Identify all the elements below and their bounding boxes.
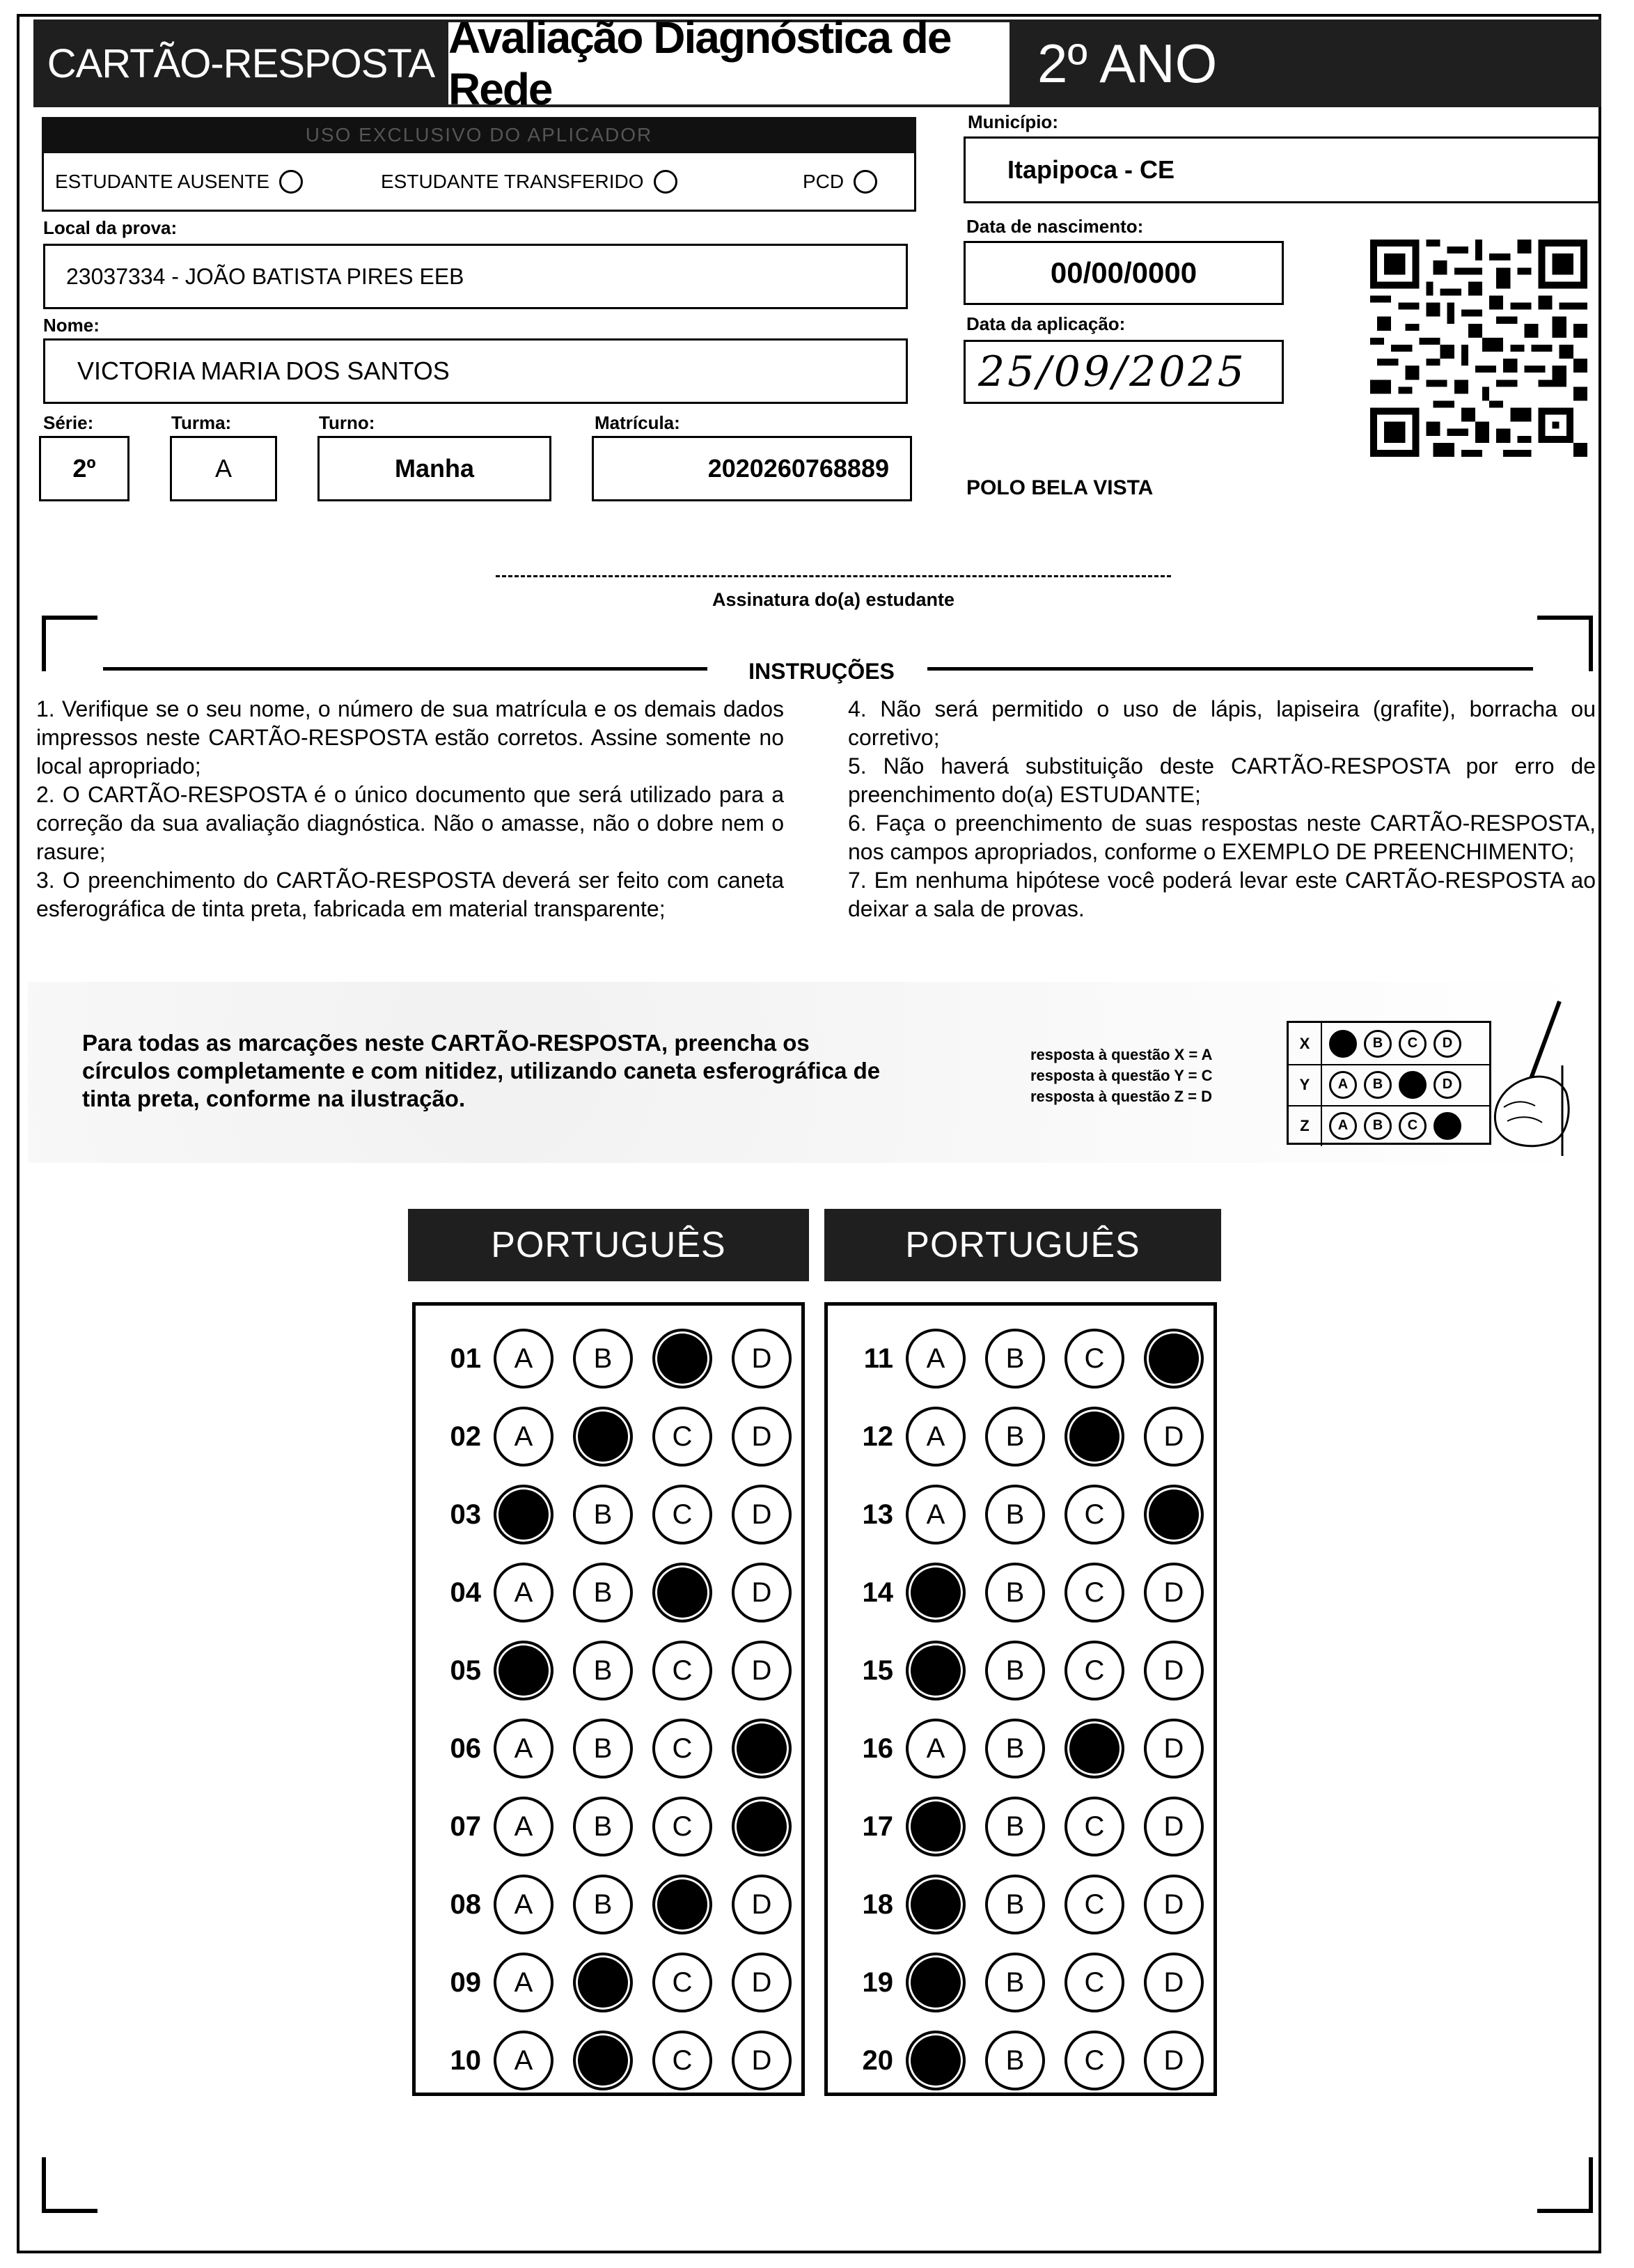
- answer-bubble-b[interactable]: B: [573, 1485, 633, 1544]
- answer-bubble-b[interactable]: B: [985, 2031, 1045, 2090]
- instruction-2: 2. O CARTÃO-RESPOSTA é o único documento que será utilizado para a correção da sua avaliação diagnóstica. Não o amasse, não o dobre nem o rasure;: [36, 782, 784, 864]
- question-number: 13: [862, 1499, 893, 1530]
- corner-mark-bottom-left: [42, 2157, 97, 2213]
- example-bubble: D: [1433, 1030, 1461, 1058]
- answer-bubble-b[interactable]: B: [985, 1329, 1045, 1389]
- question-number: 07: [450, 1811, 481, 1842]
- example-bubble: C: [1399, 1112, 1427, 1140]
- answer-bubble-c[interactable]: C: [652, 1953, 712, 2012]
- example-bubble: C: [1399, 1030, 1427, 1058]
- question-number: 08: [450, 1888, 481, 1920]
- turma-field: A: [170, 436, 277, 501]
- instructions-title: INSTRUÇÕES: [748, 659, 895, 684]
- signature-label: Assinatura do(a) estudante: [712, 589, 955, 610]
- pcd-label: PCD: [803, 170, 845, 192]
- example-bubble: B: [1364, 1071, 1392, 1099]
- nascimento-field: 00/00/0000: [964, 241, 1284, 305]
- question-row: [828, 1320, 1204, 1398]
- answer-bubble-a[interactable]: A: [494, 1563, 553, 1622]
- answer-bubble-c[interactable]: C: [1065, 1797, 1124, 1856]
- matricula-field: 2020260768889: [592, 436, 912, 501]
- answer-bubble-c[interactable]: C: [652, 1407, 712, 1467]
- question-number: 14: [862, 1577, 893, 1608]
- instructions-right: [848, 695, 1596, 923]
- answer-box: [824, 1302, 1217, 2096]
- answer-bubble-d[interactable]: D: [1144, 1875, 1204, 1934]
- answer-bubble-d[interactable]: D: [1144, 1407, 1204, 1467]
- example-bubble: D: [1433, 1071, 1461, 1099]
- answer-bubble-c[interactable]: C: [1065, 1875, 1124, 1934]
- turno-label: Turno:: [319, 412, 375, 433]
- answer-bubble-b[interactable]: B: [573, 1329, 633, 1389]
- answer-bubble-d[interactable]: [1144, 1485, 1204, 1544]
- transferred-label: ESTUDANTE TRANSFERIDO: [381, 170, 644, 192]
- question-number: 10: [450, 2044, 481, 2076]
- question-number: 02: [450, 1421, 481, 1452]
- grade-title: 2º ANO: [1010, 19, 1601, 107]
- answer-bubble-b[interactable]: B: [985, 1953, 1045, 2012]
- pcd-option[interactable]: [803, 170, 877, 194]
- absent-label: ESTUDANTE AUSENTE: [55, 170, 270, 192]
- signature-line[interactable]: [496, 575, 1171, 577]
- answer-bubble-a[interactable]: A: [494, 1953, 553, 2012]
- answer-bubble-d[interactable]: D: [732, 1329, 792, 1389]
- instruction-1: 1. Verifique se o seu nome, o número de sua matrícula e os demais dados impressos neste CARTÃO-RESPOSTA estão corretos. Assine somente no local apropriado;: [36, 696, 784, 779]
- answer-bubble-c[interactable]: C: [652, 1797, 712, 1856]
- question-number: 11: [863, 1343, 893, 1374]
- answer-bubble-c[interactable]: C: [652, 1719, 712, 1778]
- answer-bubble-d[interactable]: D: [732, 1563, 792, 1622]
- question-row: [828, 1866, 1204, 1944]
- aplicacao-label: Data da aplicação:: [966, 313, 1126, 334]
- question-number: 05: [450, 1655, 481, 1686]
- example-bubble: B: [1364, 1030, 1392, 1058]
- applicator-bar: USO EXCLUSIVO DO APLICADOR: [42, 117, 916, 153]
- answer-bubble-b[interactable]: B: [573, 1719, 633, 1778]
- example-label-y: resposta à questão Y = C: [1030, 1067, 1213, 1084]
- example-row-key: Y: [1289, 1064, 1322, 1105]
- question-row: [828, 1398, 1204, 1476]
- answer-bubble-d[interactable]: D: [732, 1407, 792, 1467]
- instructions-rule-right: [927, 667, 1533, 671]
- answer-bubble-b[interactable]: B: [985, 1719, 1045, 1778]
- answer-bubble-b[interactable]: B: [985, 1407, 1045, 1467]
- answer-bubble-a[interactable]: [494, 1641, 553, 1700]
- question-row: [416, 1944, 792, 2021]
- answer-bubble-a[interactable]: [906, 1875, 966, 1934]
- absent-option[interactable]: [55, 170, 303, 194]
- answer-bubble-d[interactable]: D: [732, 1875, 792, 1934]
- corner-mark-top-right: [1537, 616, 1593, 671]
- question-row: [416, 1320, 792, 1398]
- question-row: [828, 1476, 1204, 1554]
- answer-bubble-b[interactable]: B: [573, 1641, 633, 1700]
- question-row: [416, 1710, 792, 1788]
- question-row: [828, 1788, 1204, 1866]
- name-field: VICTORIA MARIA DOS SANTOS: [43, 338, 908, 404]
- answer-bubble-c[interactable]: C: [1065, 2031, 1124, 2090]
- transferred-bubble[interactable]: [654, 170, 677, 194]
- aplicacao-field: 25/09/2025: [964, 340, 1284, 404]
- exam-title: Avaliação Diagnóstica de Rede: [448, 19, 1010, 107]
- example-row-key: X: [1289, 1023, 1322, 1064]
- answer-bubble-c[interactable]: C: [1065, 1563, 1124, 1622]
- example-row: [1289, 1064, 1489, 1106]
- question-number: 01: [450, 1343, 481, 1374]
- answer-bubble-b[interactable]: B: [573, 1563, 633, 1622]
- serie-label: Série:: [43, 412, 94, 433]
- instruction-4: 4. Não será permitido o uso de lápis, lapiseira (grafite), borracha ou corretivo;: [848, 696, 1596, 750]
- card-title: CARTÃO-RESPOSTA: [33, 19, 448, 107]
- answer-bubble-b[interactable]: [573, 1407, 633, 1467]
- polo-label: POLO BELA VISTA: [966, 476, 1154, 499]
- question-row: [416, 1866, 792, 1944]
- answer-bubble-b[interactable]: [573, 1953, 633, 2012]
- answer-bubble-c[interactable]: [1065, 1407, 1124, 1467]
- question-row: [828, 1632, 1204, 1710]
- answer-bubble-a[interactable]: A: [906, 1407, 966, 1467]
- question-number: 12: [862, 1421, 893, 1452]
- serie-field: 2º: [39, 436, 129, 501]
- example-text: Para todas as marcações neste CARTÃO-RESPOSTA, preencha os círculos completamente e com nitidez, utilizando caneta esferográfica de tinta preta, conforme na ilustração.: [82, 1030, 881, 1111]
- example-bubble: A: [1329, 1071, 1357, 1099]
- answer-bubble-b[interactable]: B: [985, 1875, 1045, 1934]
- answer-bubble-d[interactable]: D: [732, 2031, 792, 2090]
- answer-bubble-d[interactable]: D: [1144, 1797, 1204, 1856]
- answer-bubble-a[interactable]: A: [906, 1485, 966, 1544]
- answer-bubble-a[interactable]: [906, 1953, 966, 2012]
- example-bubble: [1433, 1112, 1461, 1140]
- answer-bubble-c[interactable]: C: [1065, 1641, 1124, 1700]
- answer-bubble-d[interactable]: D: [1144, 1563, 1204, 1622]
- answer-bubble-d[interactable]: D: [732, 1485, 792, 1544]
- example-row-key: Z: [1289, 1105, 1322, 1146]
- local-label: Local da prova:: [43, 217, 178, 238]
- answer-bubble-b[interactable]: [573, 2031, 633, 2090]
- instruction-5: 5. Não haverá substituição deste CARTÃO-RESPOSTA por erro de preenchimento do(a) ESTUDANTE;: [848, 753, 1596, 807]
- answer-bubble-b[interactable]: B: [573, 1797, 633, 1856]
- corner-mark-bottom-right: [1537, 2157, 1593, 2213]
- applicator-box: [42, 153, 916, 212]
- question-row: [828, 1710, 1204, 1788]
- subject-header: PORTUGUÊS: [824, 1209, 1221, 1281]
- instructions-left: [36, 695, 784, 923]
- pcd-bubble[interactable]: [854, 170, 877, 194]
- answer-bubble-a[interactable]: [494, 1485, 553, 1544]
- question-row: [416, 1476, 792, 1554]
- local-field: 23037334 - JOÃO BATISTA PIRES EEB: [43, 244, 908, 309]
- example-grid: [1287, 1021, 1491, 1145]
- answer-bubble-c[interactable]: [1065, 1719, 1124, 1778]
- answer-bubble-d[interactable]: [732, 1719, 792, 1778]
- answer-bubble-c[interactable]: C: [652, 1641, 712, 1700]
- municipio-label: Município:: [968, 111, 1058, 132]
- answer-bubble-c[interactable]: C: [1065, 1485, 1124, 1544]
- example-label-x: resposta à questão X = A: [1030, 1046, 1213, 1063]
- example-bubble: [1329, 1030, 1357, 1058]
- question-number: 19: [862, 1966, 893, 1998]
- answer-bubble-a[interactable]: A: [906, 1719, 966, 1778]
- question-number: 09: [450, 1966, 481, 1998]
- question-number: 16: [862, 1733, 893, 1764]
- example-row: [1289, 1023, 1489, 1065]
- question-row: [828, 2021, 1204, 2099]
- answer-bubble-a[interactable]: [906, 1641, 966, 1700]
- example-bubble: B: [1364, 1112, 1392, 1140]
- nascimento-label: Data de nascimento:: [966, 216, 1144, 237]
- question-number: 15: [862, 1655, 893, 1686]
- matricula-label: Matrícula:: [595, 412, 680, 433]
- answer-bubble-a[interactable]: [906, 2031, 966, 2090]
- question-row: [416, 1398, 792, 1476]
- answer-bubble-d[interactable]: D: [732, 1641, 792, 1700]
- answer-bubble-d[interactable]: D: [1144, 1641, 1204, 1700]
- question-row: [416, 1632, 792, 1710]
- answer-bubble-a[interactable]: [906, 1563, 966, 1622]
- answer-bubble-c[interactable]: C: [652, 1485, 712, 1544]
- answer-bubble-b[interactable]: B: [985, 1641, 1045, 1700]
- answer-bubble-c[interactable]: C: [1065, 1329, 1124, 1389]
- municipio-field: Itapipoca - CE: [964, 136, 1600, 203]
- answer-bubble-c[interactable]: C: [1065, 1953, 1124, 2012]
- question-number: 03: [450, 1499, 481, 1530]
- answer-bubble-c[interactable]: C: [652, 2031, 712, 2090]
- answer-bubble-a[interactable]: [906, 1797, 966, 1856]
- answer-bubble-b[interactable]: B: [985, 1563, 1045, 1622]
- question-row: [416, 2021, 792, 2099]
- answer-bubble-a[interactable]: A: [494, 1719, 553, 1778]
- question-row: [416, 1788, 792, 1866]
- turma-label: Turma:: [171, 412, 232, 433]
- example-labels: [1030, 1045, 1267, 1107]
- answer-bubble-c[interactable]: [652, 1563, 712, 1622]
- qr-code-icon: [1370, 240, 1587, 457]
- answer-bubble-d[interactable]: D: [1144, 2031, 1204, 2090]
- subject-header: PORTUGUÊS: [408, 1209, 809, 1281]
- name-label: Nome:: [43, 315, 100, 336]
- question-row: [416, 1554, 792, 1632]
- instruction-3: 3. O preenchimento do CARTÃO-RESPOSTA deverá ser feito com caneta esferográfica de tinta preta, fabricada em material transparente;: [36, 868, 784, 921]
- answer-bubble-d[interactable]: [732, 1797, 792, 1856]
- answer-bubble-a[interactable]: A: [494, 2031, 553, 2090]
- answer-bubble-b[interactable]: B: [985, 1485, 1045, 1544]
- pen-hand-icon: [1476, 996, 1573, 1156]
- answer-bubble-c[interactable]: [652, 1875, 712, 1934]
- transferred-option[interactable]: [381, 170, 677, 194]
- answer-bubble-b[interactable]: B: [573, 1875, 633, 1934]
- instruction-7: 7. Em nenhuma hipótese você poderá levar este CARTÃO-RESPOSTA ao deixar a sala de provas.: [848, 868, 1596, 921]
- question-number: 18: [862, 1888, 893, 1920]
- absent-bubble[interactable]: [279, 170, 303, 194]
- question-number: 06: [450, 1733, 481, 1764]
- example-row: [1289, 1105, 1489, 1146]
- example-label-z: resposta à questão Z = D: [1030, 1088, 1213, 1105]
- answer-bubble-a[interactable]: A: [494, 1329, 553, 1389]
- turno-field: Manha: [317, 436, 551, 501]
- answer-bubble-a[interactable]: A: [494, 1875, 553, 1934]
- answer-box: [412, 1302, 805, 2096]
- answer-bubble-d[interactable]: [1144, 1329, 1204, 1389]
- question-number: 20: [862, 2044, 893, 2076]
- answer-bubble-a[interactable]: A: [494, 1797, 553, 1856]
- answer-bubble-a[interactable]: A: [494, 1407, 553, 1467]
- question-row: [828, 1554, 1204, 1632]
- corner-mark-top-left: [42, 616, 97, 671]
- answer-bubble-c[interactable]: [652, 1329, 712, 1389]
- answer-bubble-d[interactable]: D: [1144, 1719, 1204, 1778]
- question-number: 04: [450, 1577, 481, 1608]
- answer-bubble-b[interactable]: B: [985, 1797, 1045, 1856]
- answer-bubble-d[interactable]: D: [732, 1953, 792, 2012]
- instruction-6: 6. Faça o preenchimento de suas respostas neste CARTÃO-RESPOSTA, nos campos apropriados, conforme o EXEMPLO DE PREENCHIMENTO;: [848, 811, 1596, 864]
- example-bubble: [1399, 1071, 1427, 1099]
- question-number: 17: [862, 1811, 893, 1842]
- instructions-rule-left: [103, 667, 707, 671]
- question-row: [828, 1944, 1204, 2021]
- answer-bubble-d[interactable]: D: [1144, 1953, 1204, 2012]
- example-bubble: A: [1329, 1112, 1357, 1140]
- answer-bubble-a[interactable]: A: [906, 1329, 966, 1389]
